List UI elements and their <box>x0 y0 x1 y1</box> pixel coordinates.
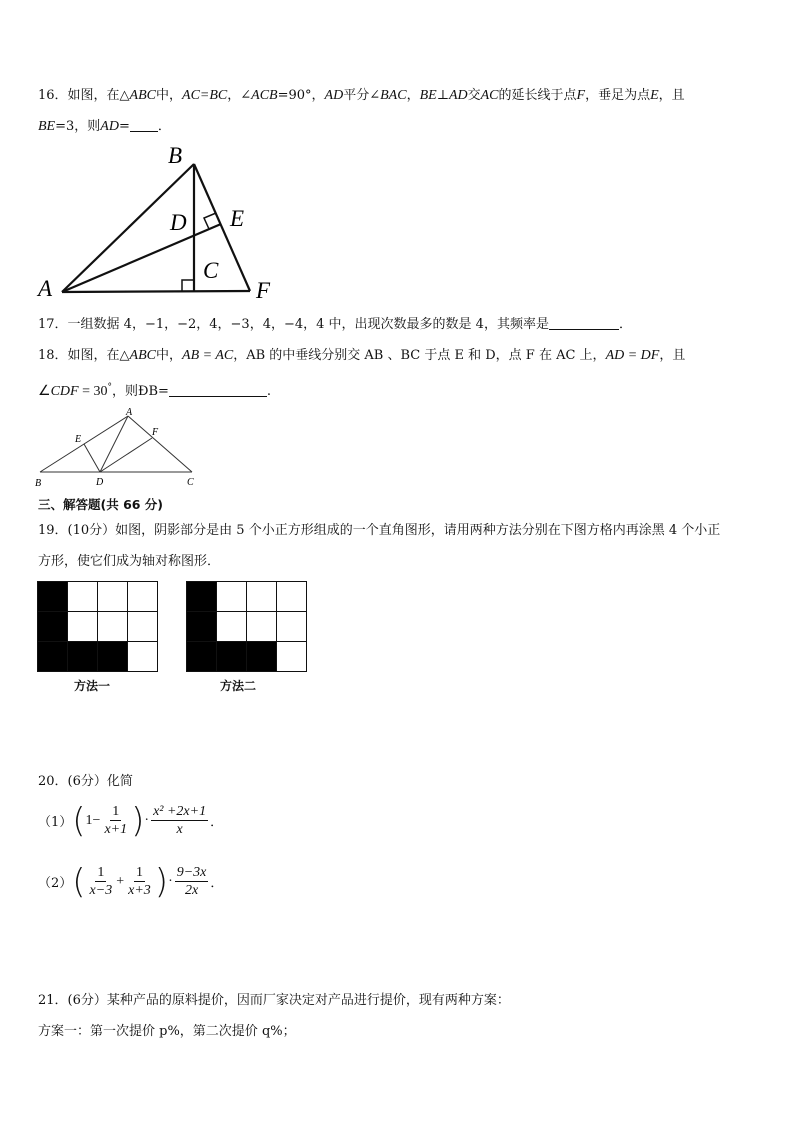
grid-cell[interactable] <box>187 642 217 672</box>
grid-cell[interactable] <box>38 612 68 642</box>
q20-math: 1− <box>85 812 101 828</box>
fraction <box>126 864 153 899</box>
q16-math: AD <box>100 119 119 134</box>
q21-line2: 方案一：第一次提价 p%，第二次提价 q%； <box>38 1024 296 1039</box>
q16-math: AC <box>480 88 499 103</box>
numerator: 1 <box>97 865 105 880</box>
q18-degree: ° <box>107 382 112 393</box>
q18-triangle-figure <box>30 406 210 490</box>
q18-line2 <box>38 380 271 400</box>
q16-text: ，且 <box>658 88 685 103</box>
q20-title: 20．(6分）化简 <box>38 774 133 789</box>
right-paren: ) <box>154 861 169 902</box>
grid-cell[interactable] <box>98 642 128 672</box>
grid-cell[interactable] <box>277 612 307 642</box>
numerator: 1 <box>112 804 120 819</box>
q18-math: AD = DF <box>605 348 660 363</box>
fraction <box>151 803 208 838</box>
q16-text: = <box>118 119 130 134</box>
label-a: A <box>38 276 53 301</box>
q16-text: 平分∠ <box>343 88 381 103</box>
grid-cell[interactable] <box>68 582 98 612</box>
caption-method-1: 方法一 <box>74 679 111 693</box>
q18-math: ABC <box>129 348 156 363</box>
q19-line1: 19．(10分）如图，阴影部分是由 5 个小正方形组成的一个直角图形，请用两种方法分别在下图方格内再涂黑 4 个小正 <box>38 523 721 538</box>
fraction <box>102 803 129 838</box>
right-angle-mark-c <box>182 280 194 292</box>
grid-cell[interactable] <box>68 612 98 642</box>
q18-text: ，则ÐB= <box>111 384 169 399</box>
q18-math: ∠ <box>38 384 51 399</box>
q16-text: 交 <box>467 88 481 103</box>
grid-cell[interactable] <box>217 582 247 612</box>
answer-blank[interactable] <box>169 396 267 397</box>
denominator: x <box>176 822 183 837</box>
answer-blank[interactable] <box>549 329 619 330</box>
q18-math: = 30 <box>78 384 108 399</box>
q16-math: ABC <box>129 88 156 103</box>
q16-text: =3，则 <box>55 119 101 134</box>
denominator: x+1 <box>104 822 128 837</box>
q16-math: AC=BC <box>182 88 228 103</box>
label-d: D <box>170 210 187 235</box>
q16-text: ，∠ <box>227 88 252 103</box>
label-f: F <box>152 427 159 438</box>
denominator: 2x <box>184 883 199 898</box>
left-paren: ( <box>72 800 86 841</box>
grid-method-1[interactable] <box>37 581 158 672</box>
grid-cell[interactable] <box>277 582 307 612</box>
multiply-dot: · <box>144 812 150 828</box>
label-e: E <box>75 434 82 445</box>
fraction <box>175 864 209 899</box>
q17-text: ． <box>618 317 632 332</box>
grid-cell[interactable] <box>68 642 98 672</box>
q16-math: AD <box>324 88 344 103</box>
grid-cell[interactable] <box>247 582 277 612</box>
q16-math: F <box>576 88 586 103</box>
grid-cell[interactable] <box>187 582 217 612</box>
grid-cell[interactable] <box>38 582 68 612</box>
grid-cell[interactable] <box>98 612 128 642</box>
q16-text: ． <box>157 119 171 134</box>
label-c: C <box>203 258 219 283</box>
label-e: E <box>230 206 245 231</box>
q16-text: 中， <box>156 88 183 103</box>
q21-line1: 21．(6分）某种产品的原料提价，因而厂家决定对产品进行提价，现有两种方案： <box>38 993 510 1008</box>
q20-part2 <box>38 861 224 902</box>
grid-cell[interactable] <box>217 612 247 642</box>
grid-cell[interactable] <box>187 612 217 642</box>
q18-text: ，且 <box>659 348 686 363</box>
q18-text: . <box>266 384 272 399</box>
plus-sign: + <box>116 873 125 889</box>
label-a: A <box>126 407 133 418</box>
grid-cell[interactable] <box>247 612 277 642</box>
q16-math: E <box>650 88 659 103</box>
q16-text: 的延长线于点 <box>498 88 577 103</box>
segment-df <box>100 438 152 472</box>
grid-cell[interactable] <box>128 612 158 642</box>
q18-math: AB = AC <box>182 348 234 363</box>
segment-ac <box>128 416 192 472</box>
fraction <box>88 864 115 899</box>
caption-method-2: 方法二 <box>220 679 257 693</box>
q16-math: ACB <box>251 88 278 103</box>
grid-cell[interactable] <box>128 642 158 672</box>
numerator: 9−3x <box>176 865 207 880</box>
q16-text: ，垂足为点 <box>585 88 651 103</box>
q18-text: ，AB 的中垂线分别交 AB 、BC 于点 E 和 D，点 F 在 AC 上， <box>233 348 606 363</box>
multiply-dot: · <box>168 873 173 889</box>
q16-math: AD <box>448 88 468 103</box>
grid-cell[interactable] <box>38 642 68 672</box>
q18-line1 <box>38 344 685 364</box>
q17-text: 17．一组数据 4，−1，−2，4，−3，4，−4，4 中，出现次数最多的数是 4，其频率是 <box>38 317 549 332</box>
q18-text: 18．如图，在△ <box>38 348 130 363</box>
q20-part-label: （2） <box>38 876 73 891</box>
denominator: x−3 <box>89 883 113 898</box>
q16-text: 如图，在△ <box>67 88 130 103</box>
q18-text: 中， <box>156 348 183 363</box>
q20-part-label: （1） <box>38 815 73 830</box>
q16-triangle-figure <box>30 140 290 305</box>
label-f: F <box>256 278 271 303</box>
segment-af <box>62 291 250 292</box>
label-d: D <box>96 477 104 488</box>
q17-line <box>38 313 632 332</box>
q16-line2 <box>38 115 171 135</box>
q16-line1 <box>38 84 685 104</box>
answer-blank[interactable] <box>130 131 158 132</box>
segment-ae <box>62 224 221 292</box>
right-paren: ) <box>131 800 145 841</box>
q16-text: =90°， <box>277 88 325 103</box>
grid-cell[interactable] <box>217 642 247 672</box>
grid-cell[interactable] <box>98 582 128 612</box>
q20-part1 <box>38 800 224 841</box>
label-c: C <box>187 477 194 488</box>
denominator: x+3 <box>128 883 151 898</box>
q16-number: 16． <box>38 88 68 103</box>
q16-math: BAC <box>380 88 407 103</box>
grid-cell[interactable] <box>277 642 307 672</box>
numerator: x² +2x+1 <box>153 804 207 819</box>
q16-math: BE <box>419 88 437 103</box>
section-heading: 三、解答题(共 66 分) <box>38 497 164 512</box>
left-paren: ( <box>72 861 86 902</box>
label-b: B <box>168 143 183 168</box>
grid-cell[interactable] <box>128 582 158 612</box>
q18-math: CDF <box>50 384 79 399</box>
q16-text: ， <box>406 88 420 103</box>
grid-method-2[interactable] <box>186 581 307 672</box>
q20-text: ． <box>210 876 224 891</box>
numerator: 1 <box>135 865 143 880</box>
q16-text: ⊥ <box>436 88 449 103</box>
q16-math: BE <box>38 119 56 134</box>
label-b: B <box>35 478 42 489</box>
q19-line2: 方形，使它们成为轴对称图形． <box>38 554 221 569</box>
grid-cell[interactable] <box>247 642 277 672</box>
q20-text: ． <box>210 815 224 830</box>
segment-ed <box>84 444 100 472</box>
